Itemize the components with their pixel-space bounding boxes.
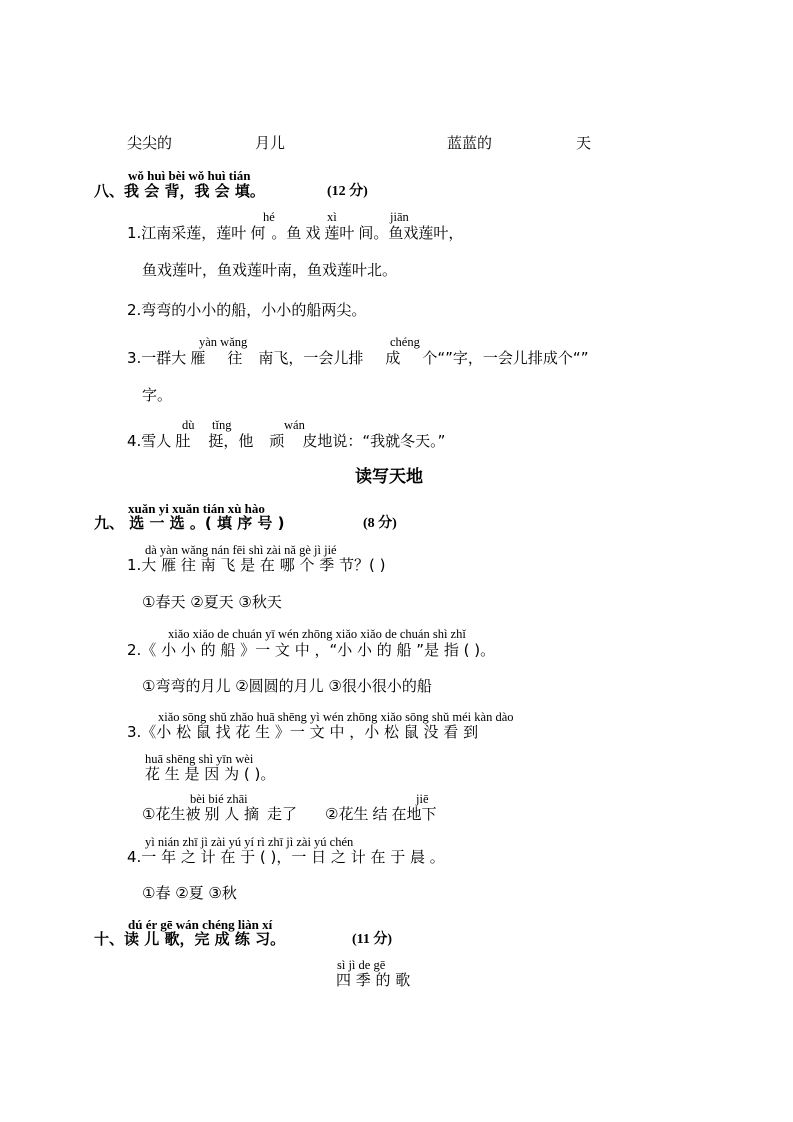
s9-score: (8 分) [363,516,397,531]
s9-q1-pinyin: dà yàn wǎng nán fēi shì zài nǎ gè jì jié [145,543,337,557]
s10-score: (11 分) [352,932,393,947]
py-xi: xì [327,210,337,224]
s8-title: 八、我 会 背，我 会 填。 [94,182,265,200]
s9-q2-options: ①弯弯的月儿 ②圆圆的月儿 ③很小很小的船 [142,677,432,695]
s9-q4: 4.一 年 之 计 在 于 ( )，一 日 之 计 在 于 晨 。 [127,848,445,866]
s9-title: 九、 选 一 选 。( 填 序 号 ) [94,514,285,532]
phrase-yueer: 月儿 [255,134,286,152]
s8-score: (12 分) [327,184,368,199]
s9-q3-options: ①花生被 别 人 摘 走了 ②花生 结 在地下 [142,805,437,823]
s9-q3-pinyin1: xiǎo sōng shǔ zhǎo huā shēng yì wén zhōng xiǎo sōng shǔ méi kàn dào [158,710,514,724]
py-wan: wán [284,418,305,432]
section-title: 读写天地 [355,467,423,487]
s9-q3-opt-pinyin2: jiē [416,792,429,806]
s8-q2: 2.弯弯的小小的船，小小的船两尖。 [127,301,367,319]
s9-q3-pinyin2: huā shēng shì yīn wèi [145,752,254,766]
s8-q1-line2: 鱼戏莲叶，鱼戏莲叶南，鱼戏莲叶北。 [142,261,398,279]
s10-title: 十、读 儿 歌，完 成 练 习。 [94,930,286,948]
s9-q1: 1.大 雁 往 南 飞 是 在 哪 个 季 节？( ) [127,556,386,574]
s9-q2-pinyin: xiǎo xiǎo de chuán yī wén zhōng xiǎo xiǎo de chuán shì zhǐ [168,627,466,641]
py-yan-wang: yàn wǎng [199,335,248,349]
s9-q1-options: ①春天 ②夏天 ③秋天 [142,593,282,611]
py-ting: tǐng [212,418,232,432]
poem-title: 四 季 的 歌 [336,971,411,989]
py-he: hé [263,210,275,224]
s8-q4: 4.雪人 肚 挺，他 顽 皮地说：“我就冬天。” [127,432,446,450]
s9-q3-line2: 花 生 是 因 为 ( )。 [145,765,276,783]
s9-q2: 2.《 小 小 的 船 》一 文 中 ，“小 小 的 船 ”是 指 ( )。 [127,641,496,659]
s9-pinyin: xuǎn yi xuǎn tián xù hào [128,501,265,516]
s8-q1-line1: 1.江南采莲，莲叶 何 。鱼 戏 莲叶 间。鱼戏莲叶， [127,224,464,242]
s10-pinyin: dú ér gē wán chéng liàn xí [128,917,273,932]
py-jian: jiān [390,210,409,224]
s9-q4-pinyin: yì nián zhī jì zài yú yí rì zhī jì zài yú chén [145,835,354,849]
poem-title-pinyin: sì jì de gē [337,958,386,972]
py-cheng: chéng [390,335,420,349]
phrase-lanlande: 蓝蓝的 [447,134,493,152]
s9-q4-options: ①春 ②夏 ③秋 [142,884,237,902]
s9-q3-line1: 3.《小 松 鼠 找 花 生 》一 文 中 ，小 松 鼠 没 看 到 [127,723,479,741]
py-du: dù [182,418,195,432]
s9-q3-opt-pinyin: bèi bié zhāi [190,792,248,806]
phrase-jianjiande: 尖尖的 [127,134,173,152]
s8-q3-line1: 3.一群大 雁 往 南飞，一会儿排 成 个“”字，一会儿排成个“” [127,349,589,367]
s8-pinyin: wǒ huì bèi wǒ huì tián [128,168,251,183]
s8-q3-line2: 字。 [142,386,173,404]
phrase-tian: 天 [576,134,592,152]
